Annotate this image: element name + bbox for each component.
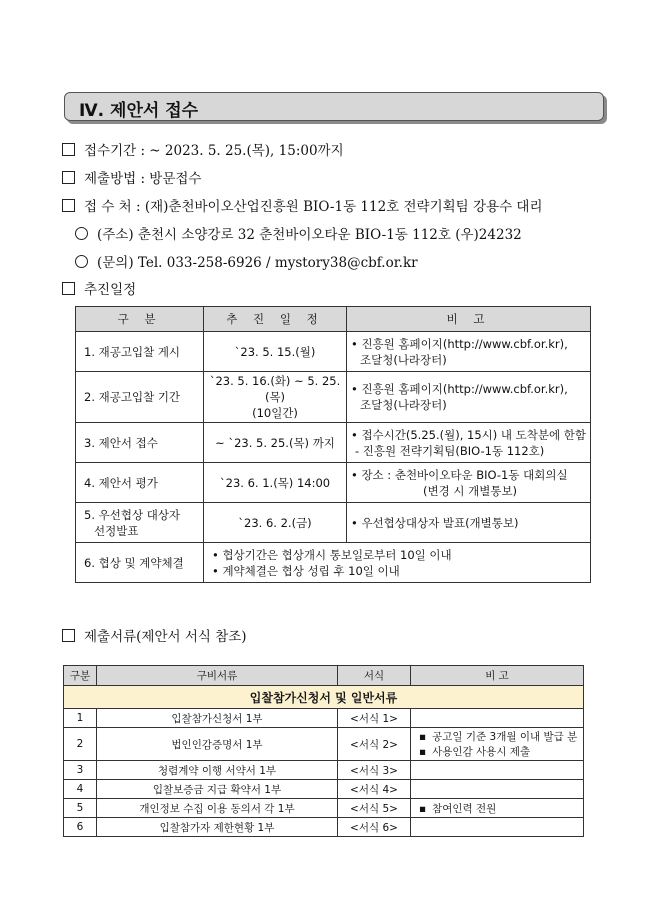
schedule-date-line: (10일간) [252, 406, 298, 420]
info-contact-text: (문의) Tel. 033-258-6926 / mystory38@cbf.or.kr [97, 255, 418, 271]
documents-header-form: 서식 [338, 666, 411, 686]
doc-remark-item: ▪ 사용인감 사용시 제출 [419, 744, 582, 759]
schedule-item-line: 선정발표 [94, 523, 139, 538]
doc-name: 법인인감증명서 1부 [97, 728, 338, 761]
schedule-table [75, 306, 591, 583]
schedule-note-line: • 진흥원 홈페이지(http://www.cbf.or.kr), [351, 382, 568, 396]
info-recipient-text: 접 수 처 : (재)춘천바이오산업진흥원 BIO-1동 112호 전략기획팀 강용수 대리 [84, 199, 543, 215]
info-recipient [62, 195, 543, 215]
schedule-row [76, 372, 591, 423]
doc-form: <서식 3> [338, 761, 411, 780]
doc-remark [411, 709, 584, 728]
doc-form: <서식 2> [338, 728, 411, 761]
documents-header-no: 구분 [64, 666, 97, 686]
circle-bullet-icon [75, 227, 88, 240]
schedule-header-date: 추 진 일 정 [204, 307, 347, 332]
schedule-date: `23. 5. 15.(월) [204, 332, 347, 372]
schedule-note [347, 463, 591, 503]
schedule-heading-text: 추진일정 [84, 282, 137, 298]
schedule-note-line: 조달청(나라장터) [360, 398, 447, 412]
documents-table [63, 665, 584, 837]
info-address [75, 223, 522, 243]
info-period-text: 접수기간 : ~ 2023. 5. 25.(목), 15:00까지 [84, 143, 344, 159]
documents-heading [62, 625, 247, 645]
info-method-text: 제출방법 : 방문접수 [84, 171, 202, 187]
doc-name: 입찰참가자 제한현황 1부 [97, 818, 338, 837]
schedule-note [347, 372, 591, 423]
doc-name: 개인정보 수집 이용 동의서 각 1부 [97, 799, 338, 818]
schedule-date: `23. 6. 2.(금) [204, 503, 347, 543]
schedule-date-line: `23. 5. 16.(화) ~ 5. 25.(목) [209, 374, 341, 404]
schedule-item: 3. 제안서 접수 [76, 423, 204, 463]
schedule-note-line: - 진흥원 전략기획팀(BIO-1동 112호) [355, 443, 545, 458]
doc-remark [411, 818, 584, 837]
schedule-heading [62, 278, 136, 298]
info-contact [75, 251, 418, 271]
schedule-note [347, 332, 591, 372]
schedule-note-line: 조달청(나라장터) [360, 352, 447, 367]
schedule-date [204, 372, 347, 423]
schedule-item-line: 5. 우선협상 대상자 [84, 507, 181, 522]
doc-no: 4 [64, 780, 97, 799]
documents-header-remark: 비 고 [411, 666, 584, 686]
schedule-item: 1. 재공고입찰 게시 [76, 332, 204, 372]
schedule-note-line: (변경 시 개별통보) [423, 483, 518, 498]
schedule-item [76, 503, 204, 543]
schedule-date: `23. 6. 1.(목) 14:00 [204, 463, 347, 503]
doc-remark-item: ▪ 공고일 기준 3개월 이내 발급 분 [419, 729, 582, 744]
table-row [64, 761, 584, 780]
schedule-row [76, 423, 591, 463]
doc-name: 입찰보증금 지급 확약서 1부 [97, 780, 338, 799]
doc-remark [411, 728, 584, 761]
documents-group-title: 입찰참가신청서 및 일반서류 [64, 686, 584, 709]
schedule-row [76, 503, 591, 543]
schedule-item: 2. 재공고입찰 기간 [76, 372, 204, 423]
doc-name: 청렴계약 이행 서약서 1부 [97, 761, 338, 780]
doc-remark [411, 799, 584, 818]
documents-header-name: 구비서류 [97, 666, 338, 686]
schedule-row [76, 332, 591, 372]
checkbox-square-icon [62, 143, 75, 156]
circle-bullet-icon [75, 255, 88, 268]
table-row [64, 780, 584, 799]
checkbox-square-icon [62, 171, 75, 184]
schedule-note [204, 543, 591, 583]
table-row [64, 728, 584, 761]
doc-remark-item: ▪ 참여인력 전원 [419, 801, 582, 816]
schedule-note-line: • 접수시간(5.25.(월), 15시) 내 도착분에 한함 [351, 427, 586, 442]
schedule-item: 6. 협상 및 계약체결 [76, 543, 204, 583]
documents-group-row [64, 686, 584, 709]
checkbox-square-icon [62, 282, 75, 295]
schedule-note [347, 423, 591, 463]
doc-form: <서식 6> [338, 818, 411, 837]
schedule-date: ~ `23. 5. 25.(목) 까지 [204, 423, 347, 463]
doc-no: 3 [64, 761, 97, 780]
doc-no: 5 [64, 799, 97, 818]
info-address-text: (주소) 춘천시 소양강로 32 춘천바이오타운 BIO-1동 112호 (우)24232 [97, 227, 522, 243]
doc-remark [411, 780, 584, 799]
doc-remark [411, 761, 584, 780]
table-row [64, 818, 584, 837]
schedule-header-category: 구 분 [76, 307, 204, 332]
doc-no: 6 [64, 818, 97, 837]
info-method [62, 167, 201, 187]
schedule-note-line: • 진흥원 홈페이지(http://www.cbf.or.kr), [351, 336, 568, 351]
table-row [64, 799, 584, 818]
schedule-note-line: • 협상기간은 협상개시 통보일로부터 10일 이내 [212, 547, 452, 562]
doc-no: 2 [64, 728, 97, 761]
doc-form: <서식 4> [338, 780, 411, 799]
schedule-row [76, 543, 591, 583]
documents-heading-text: 제출서류(제안서 서식 참조) [84, 629, 247, 645]
schedule-header-row [76, 307, 591, 332]
schedule-note-line: • 장소 : 춘천바이오타운 BIO-1동 대회의실 [351, 467, 568, 482]
doc-form: <서식 1> [338, 709, 411, 728]
schedule-note: • 우선협상대상자 발표(개별통보) [347, 503, 591, 543]
checkbox-square-icon [62, 629, 75, 642]
doc-no: 1 [64, 709, 97, 728]
schedule-row [76, 463, 591, 503]
schedule-note-line: • 계약체결은 협상 성립 후 10일 이내 [212, 563, 400, 578]
schedule-item: 4. 제안서 평가 [76, 463, 204, 503]
table-row [64, 709, 584, 728]
section-header [64, 92, 604, 121]
schedule-header-note: 비 고 [347, 307, 591, 332]
section-title: Ⅳ. 제안서 접수 [79, 101, 199, 121]
doc-form: <서식 5> [338, 799, 411, 818]
doc-name: 입찰참가신청서 1부 [97, 709, 338, 728]
checkbox-square-icon [62, 199, 75, 212]
documents-header-row [64, 666, 584, 686]
info-period [62, 139, 344, 159]
